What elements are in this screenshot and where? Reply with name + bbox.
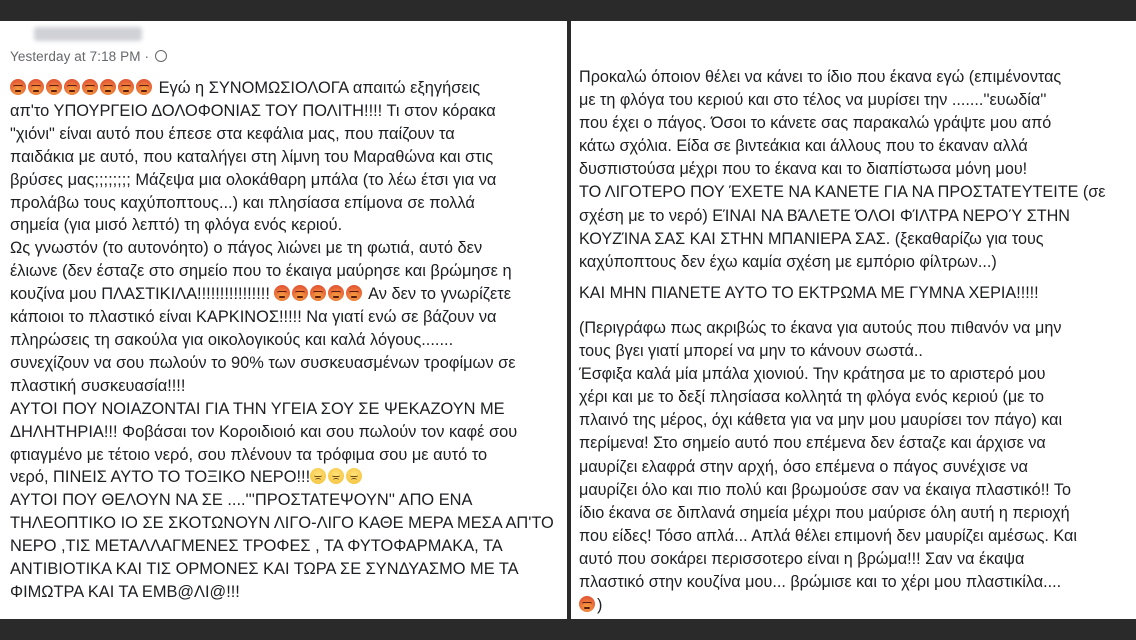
angry-face-icon — [100, 79, 116, 95]
post-line: καχύποπτους δεν έχω καμία σχέση με εμπόριο φίλτρων...) — [579, 252, 997, 271]
post-line: προλάβω τους καχύποπτους...) και πλησίασα επίμονα σε πολλά — [10, 193, 475, 212]
sad-face-icon — [328, 468, 344, 484]
post-timestamp[interactable]: Yesterday at 7:18 PM — [10, 49, 141, 64]
post-line: ΚΟΥΖΊΝΑ ΣΑΣ ΚΑΙ ΣΤΗΝ ΜΠΑΝΙΕΡΑ ΣΑΣ. (ξεκαθαρίζω για τους — [579, 229, 1044, 248]
angry-face-icon — [64, 79, 80, 95]
angry-face-icon — [10, 79, 26, 95]
post-line: χέρι και με το δεξί πλησίασα κολλητά τη φλόγα ενός κεριού (με το — [579, 388, 1045, 407]
post-line: ) — [579, 594, 1131, 617]
angry-face-icon — [82, 79, 98, 95]
right-post-body — [579, 66, 1131, 617]
post-line: Ως γνωστόν (το αυτονόητο) ο πάγος λιώνει με τη φωτιά, αυτό δεν — [10, 239, 483, 258]
post-line: δυσπιστούσα μέχρι που το έκανα και το διαπίστωσα μόνη μου! — [579, 160, 1028, 179]
post-line: ΔΗΛΗΤΗΡΙΑ!!! Φοβάσαι τον Κοροιδιοιό και σου πωλούν τον καφέ σου — [10, 422, 518, 441]
right-post-panel — [571, 21, 1136, 619]
post-line: αυτό που σοκάρει περισσοτερο είναι η βρώμα!!! Σαν να έκαψα — [579, 549, 1025, 568]
angry-face-icon — [579, 596, 595, 612]
angry-face-icon — [118, 79, 134, 95]
post-line: πληρώσεις τη σακούλα για οικολογικούς και καλά λόγους....... — [10, 330, 454, 349]
post-line: πλαστική συσκευασία!!!! — [10, 376, 186, 395]
post-line: βρύσες μας;;;;;;;; Μάζεψα μια ολοκάθαρη μπάλα (το λέω έτσι για να — [10, 170, 497, 189]
post-line: κάτω σχόλια. Είδα σε βιντεάκια και άλλους που το έκαναν αλλά — [579, 137, 1028, 156]
post-line: Προκαλώ όποιον θέλει να κάνει το ίδιο που έκανα εγώ (επιμένοντας — [579, 68, 1062, 86]
post-line: με τη φλόγα του κεριού και στο τέλος να μυρίσει την .......''ευωδία'' — [579, 91, 1047, 110]
post-line: που είδες! Τόσο απλά... Απλά θέλει επιμονή δεν μαυρίζει αμέσως. Και — [579, 526, 1077, 545]
post-line: που έχει ο πάγος. Όσοι το κάνετε σας παρακαλώ γράψτε μου από — [579, 114, 1052, 133]
post-line: μαυρίζει ελαφρά στην αρχή, όσο επέμενα ο πάγος συνέχισε να — [579, 457, 1028, 476]
post-line: Έσφιξα καλά μία μπάλα χιονιού. Την κράτησα με το αριστερό μου — [579, 365, 1046, 384]
post-line: ΑΝΤΙΒΙΟΤΙΚΑ ΚΑΙ ΤΙΣ ΟΡΜΟΝΕΣ ΚΑΙ ΤΩΡΑ ΣΕ ΣΥΝΔΥΑΣΜΟ ΜΕ ΤΑ — [10, 560, 519, 579]
sad-face-icon — [346, 468, 362, 484]
angry-face-icon — [28, 79, 44, 95]
globe-icon[interactable] — [155, 50, 167, 62]
angry-face-icon — [310, 285, 326, 301]
left-post-panel — [0, 21, 567, 619]
post-line: ΑΥΤΟΙ ΠΟΥ ΘΕΛΟΥΝ ΝΑ ΣΕ ....'''ΠΡΟΣΤΑΤΕΨΟΥΝ'' ΑΠΟ ΕΝΑ — [10, 491, 473, 510]
post-line: πλαστικό στην κουζίνα μου... βρώμισε και το χέρι μου πλαστικίλα.... — [579, 572, 1062, 591]
post-line: ΤΟ ΛΙΓΟΤΕΡΟ ΠΟΥ ΈΧΕΤΕ ΝΑ ΚΑΝΕΤΕ ΓΙΑ ΝΑ ΠΡΟΣΤΑΤΕΥΤΕΙΤΕ (σε — [579, 183, 1106, 202]
post-line: ίδιο έκανα σε διπλανά σημεία μέχρι που μαύρισε όλη αυτή η περιοχή — [579, 503, 1070, 522]
post-meta — [10, 49, 167, 64]
post-line: φτιαγμένο με τέτοιο νερό, σου πλένουν τα τρόφιμα σου με αυτό το — [10, 445, 488, 464]
post-line: μαυρίζει όλο και πιο πολύ και βρωμούσε σαν να έκαιγα πλαστικό!! Το — [579, 480, 1071, 499]
post-line: ΑΥΤΟΙ ΠΟΥ ΝΟΙΑΖΟΝΤΑΙ ΓΙΑ ΤΗΝ ΥΓΕΙΑ ΣΟΥ ΣΕ ΨΕΚΑΖΟΥΝ ΜΕ — [10, 399, 505, 418]
post-line: παιδάκια με αυτό, που καταλήγει στη λίμνη του Μαραθώνα και στις — [10, 147, 494, 166]
post-line: "χιόνι" είναι αυτό που έπεσε στα κεφάλια μας, που παίζουν τα — [10, 124, 455, 143]
author-name-blurred[interactable] — [34, 27, 142, 41]
post-line: (Περιγράφω πως ακριβώς το έκανα για αυτούς που πιθανόν να μην — [579, 318, 1062, 337]
post-line: ΝΕΡΟ ,ΤΙΣ ΜΕΤΑΛΛΑΓΜΕΝΕΣ ΤΡΟΦΕΣ , ΤΑ ΦΥΤΟΦΑΡΜΑΚΑ, ΤΑ — [10, 537, 503, 556]
post-line: κάποιοι το πλαστικό είναι ΚΑΡΚΙΝΟΣ!!!!! Να γιατί ενώ σε βάζουν να — [10, 308, 497, 327]
angry-face-icon — [346, 285, 362, 301]
post-line: συνεχίζουν να σου πωλούν το 90% των συσκευασμένων τροφίμων σε — [10, 353, 516, 372]
post-line: ΚΑΙ ΜΗΝ ΠΙΑΝΕΤΕ ΑΥΤΟ ΤΟ ΕΚΤΡΩΜΑ ΜΕ ΓΥΜΝΑ ΧΕΡΙΑ!!!!! — [579, 283, 1039, 302]
post-line: πλαινό της μέρος, όχι κάθετα για να μην μου μαυρίσει τον πάγο) και — [579, 411, 1063, 430]
angry-face-icon — [136, 79, 152, 95]
post-line: σχέση με το νερό) ΕΊΝΑΙ ΝΑ ΒΆΛΕΤΕ ΌΛΟΙ ΦΊΛΤΡΑ ΝΕΡΟΎ ΣΤΗΝ — [579, 206, 1070, 225]
left-post-body — [10, 77, 562, 604]
post-line: περίμενα! Στο σημείο αυτό που επέμενα δεν έσταζε και άρχισε να — [579, 434, 1046, 453]
angry-face-icon — [292, 285, 308, 301]
post-line: τους βγει γιατί μπορεί να μην το κάνουν σωστά.. — [579, 342, 923, 361]
post-line: σημεία (για μισό λεπτό) τη φλόγα ενός κεριού. — [10, 216, 343, 235]
sad-face-icon — [310, 468, 326, 484]
post-line: ΤΗΛΕΟΠΤΙΚΟ ΙΟ ΣΕ ΣΚΟΤΩΝΟΥΝ ΛΙΓΟ-ΛΙΓΟ ΚΑΘΕ ΜΕΡΑ ΜΕΣΑ ΑΠ'ΤΟ — [10, 514, 554, 533]
post-line: ΦΙΜΩΤΡΑ ΚΑΙ ΤΑ ΕΜΒ@ΛΙ@!!! — [10, 582, 240, 601]
post-line: κουζίνα μου ΠΛΑΣΤΙΚΙΛΑ!!!!!!!!!!!!!!!! Αν δεν το γνωρίζετε — [10, 285, 512, 304]
angry-face-icon — [46, 79, 62, 95]
post-line: Εγώ η ΣΥΝΟΜΩΣΙΟΛΟΓΑ απαιτώ εξηγήσεις — [10, 77, 562, 100]
meta-separator: · — [144, 49, 150, 64]
post-line: έλιωνε (δεν έσταζε στο σημείο που το έκαιγα μαύρησε και βρώμησε η — [10, 262, 512, 281]
angry-face-icon — [274, 285, 290, 301]
angry-face-icon — [328, 285, 344, 301]
post-line: νερό, ΠΙΝΕΙΣ ΑΥΤΟ ΤΟ ΤΟΞΙΚΟ ΝΕΡΟ!!! — [10, 466, 562, 489]
post-line: απ'το ΥΠΟΥΡΓΕΙΟ ΔΟΛΟΦΟΝΙΑΣ ΤΟΥ ΠΟΛΙΤΗ!!!! Τι στον κόρακα — [10, 101, 496, 120]
